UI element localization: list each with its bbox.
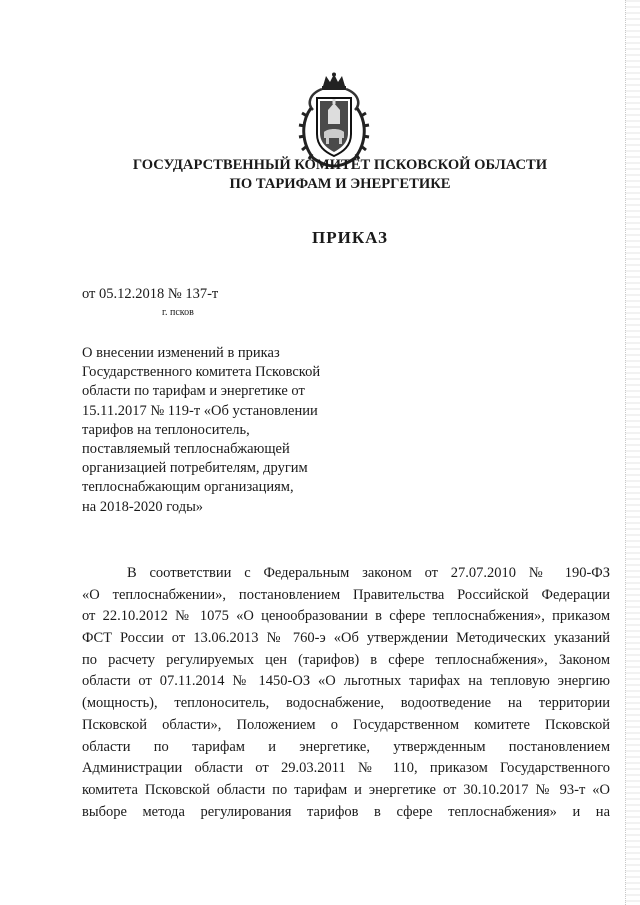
city-label: г. псков <box>162 307 194 318</box>
subject-line: О внесении изменений в приказ <box>82 345 280 361</box>
subject-line: 15.11.2017 № 119-т «Об установлении <box>82 402 318 419</box>
subject-line: теплоснабжающим организациям, <box>82 479 294 496</box>
subject-block <box>82 344 382 517</box>
subject-line: области по тарифам и энергетике от <box>82 383 305 400</box>
body-line: выборе метода регулирования тарифов в сфере теплоснабжения» и на <box>82 803 610 820</box>
subject-line: поставляемый теплоснабжающей <box>82 441 290 458</box>
document-type-title: ПРИКАЗ <box>312 228 388 247</box>
organization-name-line-2: ПО ТАРИФАМ И ЭНЕРГЕТИКЕ <box>229 176 451 192</box>
body-paragraph <box>82 563 610 823</box>
body-line: (мощность), теплоноситель, водоснабжение, водоотведение на территории <box>82 695 610 712</box>
body-line: комитета Псковской области по тарифам и энергетике от 30.10.2017 № 93-т «О <box>82 781 610 798</box>
subject-line: на 2018-2020 годы» <box>82 498 204 515</box>
body-line: В соответствии с Федеральным законом от 27.07.2010 № 190-ФЗ <box>127 565 610 581</box>
body-line: «О теплоснабжении», постановлением Правительства Российской Федерации <box>82 586 610 603</box>
subject-line: тарифов на теплоноситель, <box>82 421 250 438</box>
subject-line: организацией потребителям, другим <box>82 460 308 477</box>
body-line: от 22.10.2012 № 1075 «О ценообразовании в сфере теплоснабжения», приказом <box>82 608 610 625</box>
body-line: ФСТ России от 13.06.2013 № 760-э «Об утверждении Методических указаний <box>82 630 610 647</box>
body-line: Администрации области от 29.03.2011 № 110, приказом Государственного <box>82 760 610 777</box>
scan-edge <box>625 0 640 905</box>
organization-name <box>60 156 620 194</box>
date-number: от 05.12.2018 № 137-т <box>82 286 219 302</box>
organization-name-line-1: ГОСУДАРСТВЕННЫЙ КОМИТЕТ ПСКОВСКОЙ ОБЛАСТИ <box>132 157 548 173</box>
body-line: Псковской области», Положением о Государственном комитете Псковской <box>82 716 610 733</box>
body-line: области от 07.11.2014 № 1450-ОЗ «О льготных тарифах на тепловую энергию <box>82 673 610 690</box>
body-line: по расчету регулируемых цен (тарифов) в сфере теплоснабжения», Законом <box>82 651 610 668</box>
body-line: области по тарифам и энергетике, утвержденным постановлением <box>82 738 610 755</box>
subject-line: Государственного комитета Псковской <box>82 364 321 381</box>
